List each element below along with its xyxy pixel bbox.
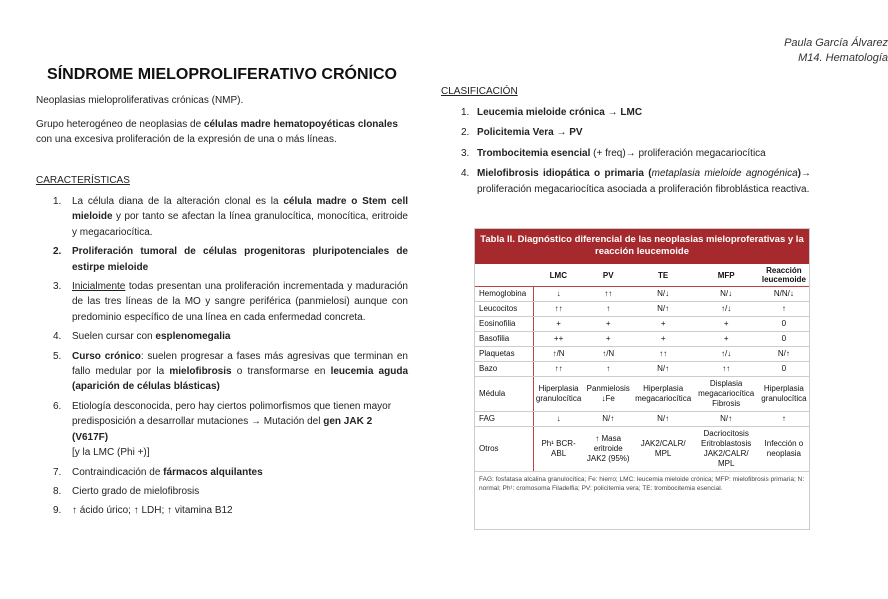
row-label: Hemoglobina [475,287,533,302]
text-bold: Leucemia mieloide crónica → LMC [477,107,643,118]
list-number: 6. [53,400,62,412]
table-cell: ↑/N [533,347,584,362]
text-bold: esplenomegalia [155,331,231,343]
list-number: 9. [53,505,62,517]
text: Cierto grado de mielofibrosis [72,485,200,497]
table-cell: ↑↑ [533,362,584,377]
table-cell: 0 [759,362,809,377]
row-label: Plaquetas [475,347,533,362]
module-name: M14. Hematología [798,52,888,64]
list-item [36,465,408,480]
text: : suelen progresar a fases más agresivas que terminan en fallo medular por la [72,350,408,378]
left-column [36,66,408,523]
list-item [36,399,408,461]
table-cell: + [694,332,759,347]
caracteristicas-list [36,194,408,519]
table-cell: + [584,332,633,347]
column-header: Reacción leucemoide [759,264,809,287]
text-bold: mielofibrosis [169,366,232,378]
text: todas presentan una proliferación incrementada y maduración de las tres líneas de la MO y sangre periférica (panmielosi) aunque con predominio específico de una línea en cada enfermedad concreta. [72,281,408,323]
table-row [475,287,809,302]
list-number: 4. [53,331,62,343]
table-cell: N/↑ [759,347,809,362]
list-item [36,329,408,344]
text: Contraindicación de [72,466,164,478]
table-cell: ↑↑ [533,302,584,317]
intro-paragraph-2 [36,117,408,147]
table-cell: + [533,317,584,332]
table-cell: + [694,317,759,332]
table-cell: ↑/↓ [694,347,759,362]
table-title: Tabla II. Diagnóstico diferencial de las neoplasias mieloproferativas y la reacción leucemoide [475,229,809,264]
table-header-row [475,264,809,287]
list-item [36,279,408,325]
text-bold: células madre hematopoyéticas clonales [203,119,398,130]
intro-paragraph-1: Neoplasias mieloproliferativas crónicas (NMP). [36,95,244,106]
text-italic: metaplasia mieloide agnogénica [651,168,798,180]
table-cell: N/↓ [633,287,694,302]
column-header: PV [584,264,633,287]
diagnostic-table [475,264,809,472]
row-label: FAG [475,412,533,427]
table-row [475,302,809,317]
table-cell: Dacriocitosis Eritroblastosis JAK2/CALR/ MPL [694,427,759,472]
table-cell: N/↑ [694,412,759,427]
table-cell: ↑ Masa eritroide JAK2 (95%) [584,427,633,472]
table-cell: Ph¹ BCR-ABL [533,427,584,472]
table-cell: + [584,317,633,332]
list-item [441,125,811,140]
section-caracteristicas-heading: CARACTERÍSTICAS [36,175,130,186]
table-cell: ↓ [533,412,584,427]
table-cell: ↑/↓ [694,302,759,317]
list-number: 3. [53,281,62,293]
table-cell: N/↓ [694,287,759,302]
row-label: Otros [475,427,533,472]
table-cell: N/N/↓ [759,287,809,302]
list-number: 5. [53,350,62,362]
table-cell: N/↑ [633,362,694,377]
text-bold: célula madre o Stem cell mieloide [72,196,409,223]
list-number: 3. [461,147,470,159]
column-header [475,264,533,287]
text-bold: gen JAK 2 (V617F) [72,416,373,443]
row-label: Bazo [475,362,533,377]
list-number: 4. [461,168,470,180]
table-cell: + [633,317,694,332]
table-cell: Infección o neoplasia [759,427,809,472]
list-item [36,244,408,275]
section-clasificacion-heading: CLASIFICACIÓN [441,86,518,97]
text: Suelen cursar con [72,331,156,343]
table-cell: Panmielosis ↓Fe [584,377,633,412]
list-item [36,194,408,240]
table-row [475,427,809,472]
list-number: 1. [461,107,470,118]
text-bold: Curso crónico [72,350,141,362]
table-cell: ↑ [759,302,809,317]
table-cell: Hiperplasia granulocítica [533,377,584,412]
column-header: MFP [694,264,759,287]
table-cell: ↑↑ [584,287,633,302]
text: con una excesiva proliferación de la expresión de una o más líneas. [36,134,337,145]
column-header: TE [633,264,694,287]
row-label: Médula [475,377,533,412]
table-cell: 0 [759,332,809,347]
text: Etiología desconocida, pero hay ciertos polimorfismos que tienen mayor predisposición a desarrollar mutaciones → Mutación del [72,400,392,428]
row-label: Eosinofilia [475,317,533,332]
column-header: LMC [533,264,584,287]
table-cell: ++ [533,332,584,347]
text-bold: Trombocitemia esencial [477,147,591,159]
right-column [441,86,848,202]
text: o transformarse en [231,366,331,378]
list-item [441,146,811,161]
list-item [441,166,811,197]
table-row [475,377,809,412]
table-cell: ↓ [533,287,584,302]
table-cell: 0 [759,317,809,332]
table-cell: + [633,332,694,347]
table-cell: ↑ [759,412,809,427]
text: [y la LMC (Phi +)] [72,447,150,459]
row-label: Leucocitos [475,302,533,317]
table-row [475,412,809,427]
table-row [475,332,809,347]
table-cell: Displasia megacariocítica Fibrosis [694,377,759,412]
table-cell: ↑/N [584,347,633,362]
table-cell: ↑ [584,362,633,377]
page-title: SÍNDROME MIELOPROLIFERATIVO CRÓNICO [47,66,397,83]
author-block [700,36,888,66]
list-item [36,349,408,395]
text: (+ freq)→ proliferación megacariocítica [590,147,766,159]
list-item [36,484,408,499]
list-number: 1. [53,196,62,207]
table-cell: N/↑ [633,302,694,317]
table-cell: JAK2/CALR/ MPL [633,427,694,472]
table-cell: ↑ [584,302,633,317]
text-bold: Proliferación tumoral de células progenitoras pluripotenciales de estirpe mieloide [72,246,408,273]
text: → proliferación megacariocítica asociada a proliferación fibroblástica reactiva. [477,168,811,195]
table-cell: ↑↑ [633,347,694,362]
table-cell: N/↑ [584,412,633,427]
text: La célula diana de la alteración clonal es la [72,196,284,207]
table-footnote: FAG: fosfatasa alcalina granulocítica; Fe: hierro; LMC: leucemia mieloide crónica; MFP: mielofibrosis primaria; N: normal; Ph¹: cromosoma Filadelfia; PV: policitemia vera; TE: trombocitemia esencial. [479,476,805,492]
table-row [475,362,809,377]
author-name: Paula García Álvarez [784,37,888,49]
table-row [475,317,809,332]
text-bold: Mielofibrosis idiopática o primaria ( [477,168,652,180]
text: y por tanto se afectan la línea granulocítica, monocítica, eritroide y megacariocítica. [72,211,408,238]
list-item [36,503,408,518]
table-cell: N/↑ [633,412,694,427]
text-bold: fármacos alquilantes [163,466,263,478]
text: ↑ ácido úrico; ↑ LDH; ↑ vitamina B12 [72,505,233,517]
table-cell: ↑↑ [694,362,759,377]
clasificacion-list [441,105,811,197]
table-cell: Hiperplasia megacariocítica [633,377,694,412]
table-cell: Hiperplasia granulocítica [759,377,809,412]
text-bold: Policitemia Vera → PV [477,127,583,139]
table-row [475,347,809,362]
text-bold: ) [797,168,801,180]
list-number: 7. [53,466,62,478]
list-number: 2. [461,127,470,139]
text-underline: Inicialmente [72,281,126,293]
list-item [441,105,811,120]
text: Grupo heterogéneo de neoplasias de [36,119,204,130]
text-bold: leucemia aguda (aparición de células blásticas) [72,366,409,393]
row-label: Basofilia [475,332,533,347]
list-number: 8. [53,485,62,497]
diagnostic-table-figure [474,228,810,530]
list-number: 2. [53,246,62,258]
